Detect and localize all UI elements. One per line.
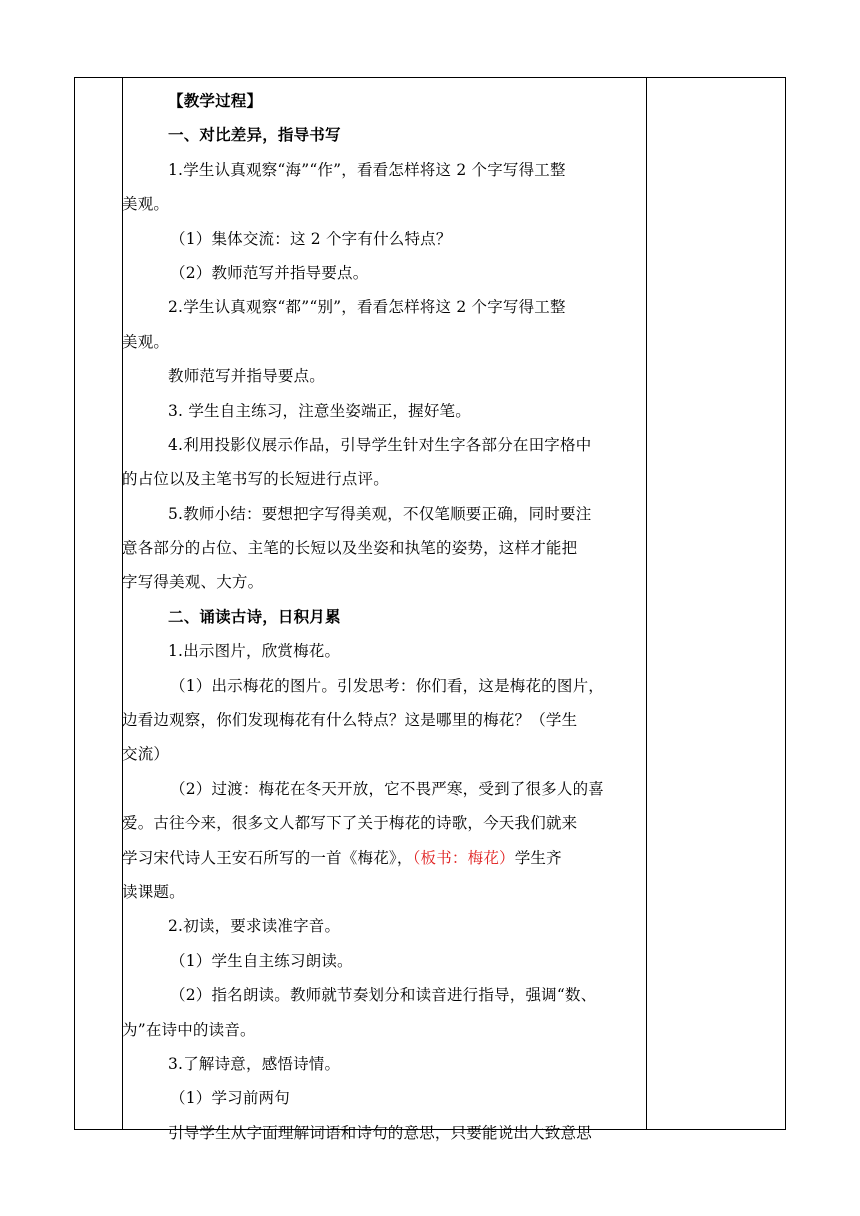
paragraph: 美观。 bbox=[122, 332, 170, 351]
section-heading: 【教学过程】 bbox=[168, 91, 263, 110]
paragraph: 2.初读，要求读准字音。 bbox=[168, 917, 341, 936]
paragraph: 交流） bbox=[122, 745, 170, 764]
column-divider-2 bbox=[646, 77, 647, 1130]
blackboard-note: （板书：梅花） bbox=[412, 848, 515, 867]
lesson-content bbox=[122, 84, 646, 1150]
table-top-border bbox=[74, 77, 786, 78]
paragraph: 边看边观察，你们发现梅花有什么特点？这是哪里的梅花？（学生 bbox=[122, 711, 578, 730]
paragraph: 教师范写并指导要点。 bbox=[168, 367, 326, 386]
paragraph: 引导学生从字面理解词语和诗句的意思，只要能说出大致意思 bbox=[168, 1123, 592, 1142]
table-right-border bbox=[785, 77, 786, 1130]
paragraph: 2.学生认真观察“都”“别”，看看怎样将这 2 个字写得工整 bbox=[168, 298, 566, 317]
paragraph: 美观。 bbox=[122, 195, 170, 214]
paragraph: 为”在诗中的读音。 bbox=[122, 1020, 256, 1039]
paragraph bbox=[122, 841, 646, 875]
paragraph: 意各部分的占位、主笔的长短以及坐姿和执笔的姿势，这样才能把 bbox=[122, 539, 578, 558]
paragraph: 3.了解诗意，感悟诗情。 bbox=[168, 1054, 341, 1073]
section1-title: 一、对比差异，指导书写 bbox=[168, 125, 341, 145]
paragraph: 的占位以及主笔书写的长短进行点评。 bbox=[122, 470, 389, 489]
paragraph: 爱。古往今来，很多文人都写下了关于梅花的诗歌，今天我们就来 bbox=[122, 814, 578, 833]
paragraph-text: 学生齐 bbox=[514, 848, 562, 867]
paragraph: （1）学习前两句 bbox=[170, 1089, 290, 1108]
paragraph: 字写得美观、大方。 bbox=[122, 573, 264, 592]
paragraph: （2）教师范写并指导要点。 bbox=[170, 263, 369, 282]
paragraph: 3. 学生自主练习，注意坐姿端正，握好笔。 bbox=[168, 401, 471, 420]
paragraph: 4.利用投影仪展示作品，引导学生针对生字各部分在田字格中 bbox=[168, 435, 592, 454]
paragraph: 5.教师小结：要想把字写得美观，不仅笔顺要正确，同时要注 bbox=[168, 504, 592, 523]
paragraph: （2）指名朗读。教师就节奏划分和读音进行指导，强调“数、 bbox=[170, 986, 597, 1005]
section2-title: 二、诵读古诗，日积月累 bbox=[168, 606, 341, 626]
paragraph-text: 学习宋代诗人王安石所写的一首《梅花》， bbox=[122, 848, 413, 867]
paragraph: 1.学生认真观察“海”“作”，看看怎样将这 2 个字写得工整 bbox=[168, 160, 566, 179]
paragraph: 1.出示图片，欣赏梅花。 bbox=[168, 642, 341, 661]
paragraph: （1）学生自主练习朗读。 bbox=[170, 951, 353, 970]
paragraph: （2）过渡：梅花在冬天开放，它不畏严寒，受到了很多人的喜 bbox=[170, 779, 604, 798]
paragraph: （1）集体交流：这 2 个字有什么特点？ bbox=[170, 229, 452, 248]
paragraph: 读课题。 bbox=[122, 882, 185, 901]
paragraph: （1）出示梅花的图片。引发思考：你们看，这是梅花的图片， bbox=[170, 676, 604, 695]
table-left-border bbox=[74, 77, 75, 1130]
